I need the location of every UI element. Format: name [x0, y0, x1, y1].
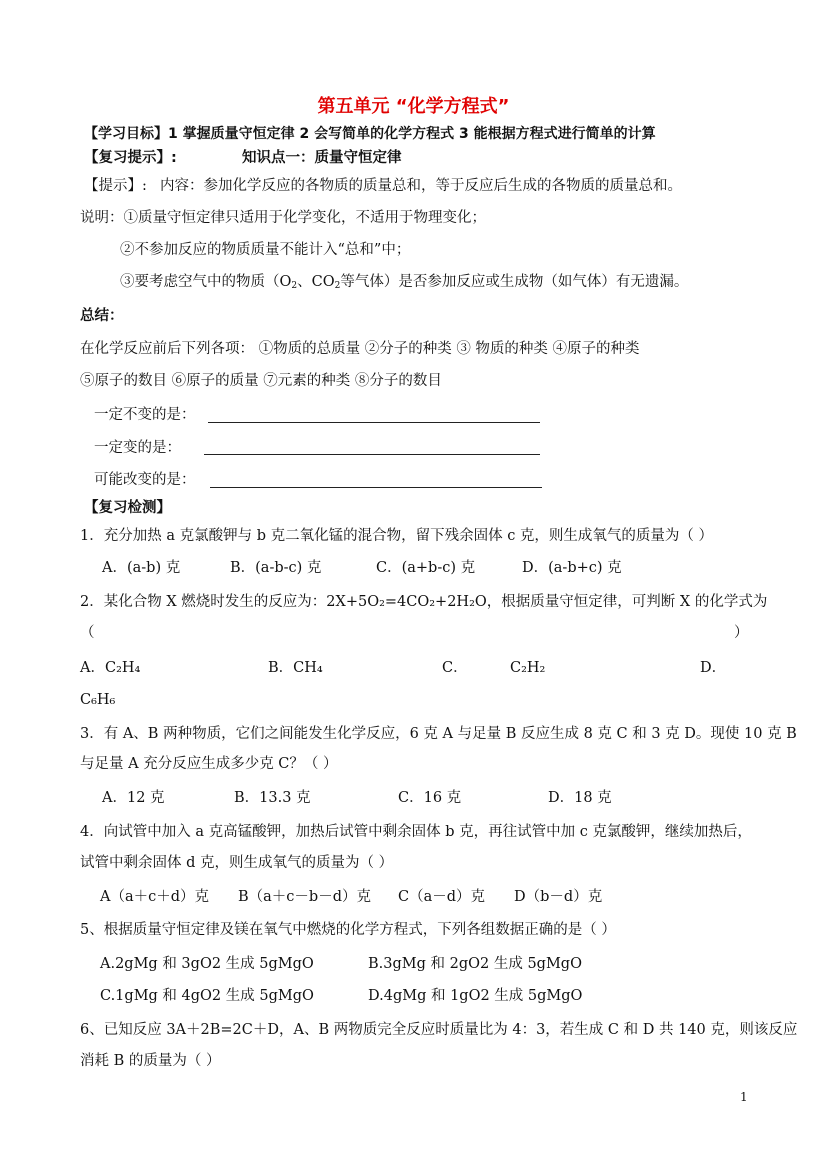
- summary-line-1: 在化学反应前后下列各项： ①物质的总质量 ②分子的种类 ③ 物质的种类 ④原子的种类: [80, 341, 640, 357]
- learning-goals: 【学习目标】1 掌握质量守恒定律 2 会写简单的化学方程式 3 能根据方程式进行简单的计算: [84, 126, 656, 142]
- changed-answer-line[interactable]: [204, 454, 540, 455]
- q1-option-a[interactable]: A．(a-b) 克: [102, 560, 181, 576]
- unchanged-answer-line[interactable]: [208, 422, 540, 423]
- knowledge-point-heading: 知识点一：质量守恒定律: [242, 150, 402, 166]
- q2-paren-open: （: [80, 625, 95, 641]
- q1-option-d[interactable]: D．(a-b+c) 克: [522, 560, 622, 576]
- q6-line-2: 消耗 B 的质量为（ ）: [80, 1053, 221, 1069]
- q3-option-b[interactable]: B．13.3 克: [234, 790, 311, 806]
- note-2: ②不参加反应的物质质量不能计入“总和”中；: [120, 242, 411, 258]
- q1-stem: 1．充分加热 a 克氯酸钾与 b 克二氧化锰的混合物，留下残余固体 c 克，则生成氧气的质量为（ ）: [80, 528, 714, 544]
- q4-line-2: 试管中剩余固体 d 克，则生成氧气的质量为（ ）: [80, 855, 394, 871]
- q1-option-c[interactable]: C．(a+b-c) 克: [376, 560, 476, 576]
- q5-option-a[interactable]: A.2gMg 和 3gO2 生成 5gMgO: [100, 956, 314, 972]
- q3-option-d[interactable]: D．18 克: [548, 790, 612, 806]
- review-tip-label: 【复习提示】:: [84, 150, 177, 166]
- q2-paren-close: ）: [734, 625, 749, 641]
- q5-option-b[interactable]: B.3gMg 和 2gO2 生成 5gMgO: [368, 956, 582, 972]
- q3-line-1: 3．有 A、B 两种物质，它们之间能发生化学反应，6 克 A 与足量 B 反应生成 8 克 C 和 3 克 D。现使 10 克 B: [80, 726, 797, 742]
- unchanged-label: 一定不变的是：: [94, 407, 196, 423]
- q4-line-1: 4．向试管中加入 a 克高锰酸钾，加热后试管中剩余固体 b 克，再往试管中加 c 克氯酸钾，继续加热后，: [80, 824, 752, 840]
- q3-option-a[interactable]: A．12 克: [102, 790, 165, 806]
- summary-label: 总结：: [80, 308, 124, 324]
- q2-option-d-label[interactable]: D．: [700, 660, 727, 676]
- page-number: 1: [740, 1090, 748, 1104]
- q2-option-b[interactable]: B．CH₄: [268, 660, 323, 676]
- note-3: ③要考虑空气中的物质（$O_2$、$CO_2$等气体）是否参加反应或生成物（如气体）有无遗漏。: [120, 274, 689, 291]
- page-title: 第五单元 “化学方程式”: [317, 96, 510, 117]
- q2-option-a[interactable]: A．C₂H₄: [80, 660, 141, 676]
- q4-option-a[interactable]: A（a＋c＋d）克: [100, 889, 210, 905]
- maybe-label: 可能改变的是：: [94, 472, 196, 488]
- q3-option-c[interactable]: C．16 克: [398, 790, 462, 806]
- q5-stem: 5、根据质量守恒定律及镁在氧气中燃烧的化学方程式，下列各组数据正确的是（ ）: [80, 922, 616, 938]
- q5-option-d[interactable]: D.4gMg 和 1gO2 生成 5gMgO: [368, 988, 583, 1004]
- q4-option-b[interactable]: B（a＋c－b－d）克: [238, 889, 371, 905]
- q2-option-d-value: C₆H₆: [80, 692, 116, 708]
- q4-option-c[interactable]: C（a－d）克: [398, 889, 486, 905]
- summary-line-2: ⑤原子的数目 ⑥原子的质量 ⑦元素的种类 ⑧分子的数目: [80, 373, 442, 389]
- tip-content: 内容：参加化学反应的各物质的质量总和，等于反应后生成的各物质的质量总和。: [160, 178, 682, 194]
- check-label: 【复习检测】: [84, 500, 171, 516]
- tip-label: 【提示】:: [84, 178, 147, 194]
- q5-option-c[interactable]: C.1gMg 和 4gO2 生成 5gMgO: [100, 988, 314, 1004]
- changed-label: 一定变的是：: [94, 440, 181, 456]
- note-1: 说明：①质量守恒定律只适用于化学变化，不适用于物理变化；: [80, 210, 486, 226]
- q6-line-1: 6、已知反应 3A＋2B=2C＋D，A、B 两物质完全反应时质量比为 4：3，若生成 C 和 D 共 140 克，则该反应: [80, 1022, 798, 1038]
- maybe-answer-line[interactable]: [210, 487, 542, 488]
- q2-stem: 2．某化合物 X 燃烧时发生的反应为：2X+5O₂=4CO₂+2H₂O，根据质量守恒定律，可判断 X 的化学式为: [80, 594, 768, 610]
- q4-option-d[interactable]: D（b－d）克: [514, 889, 603, 905]
- q3-line-2: 与足量 A 充分反应生成多少克 C？（ ）: [80, 756, 338, 772]
- q2-option-c-label[interactable]: C．: [442, 660, 468, 676]
- q2-option-c-value: C₂H₂: [510, 660, 546, 676]
- q1-option-b[interactable]: B．(a-b-c) 克: [230, 560, 322, 576]
